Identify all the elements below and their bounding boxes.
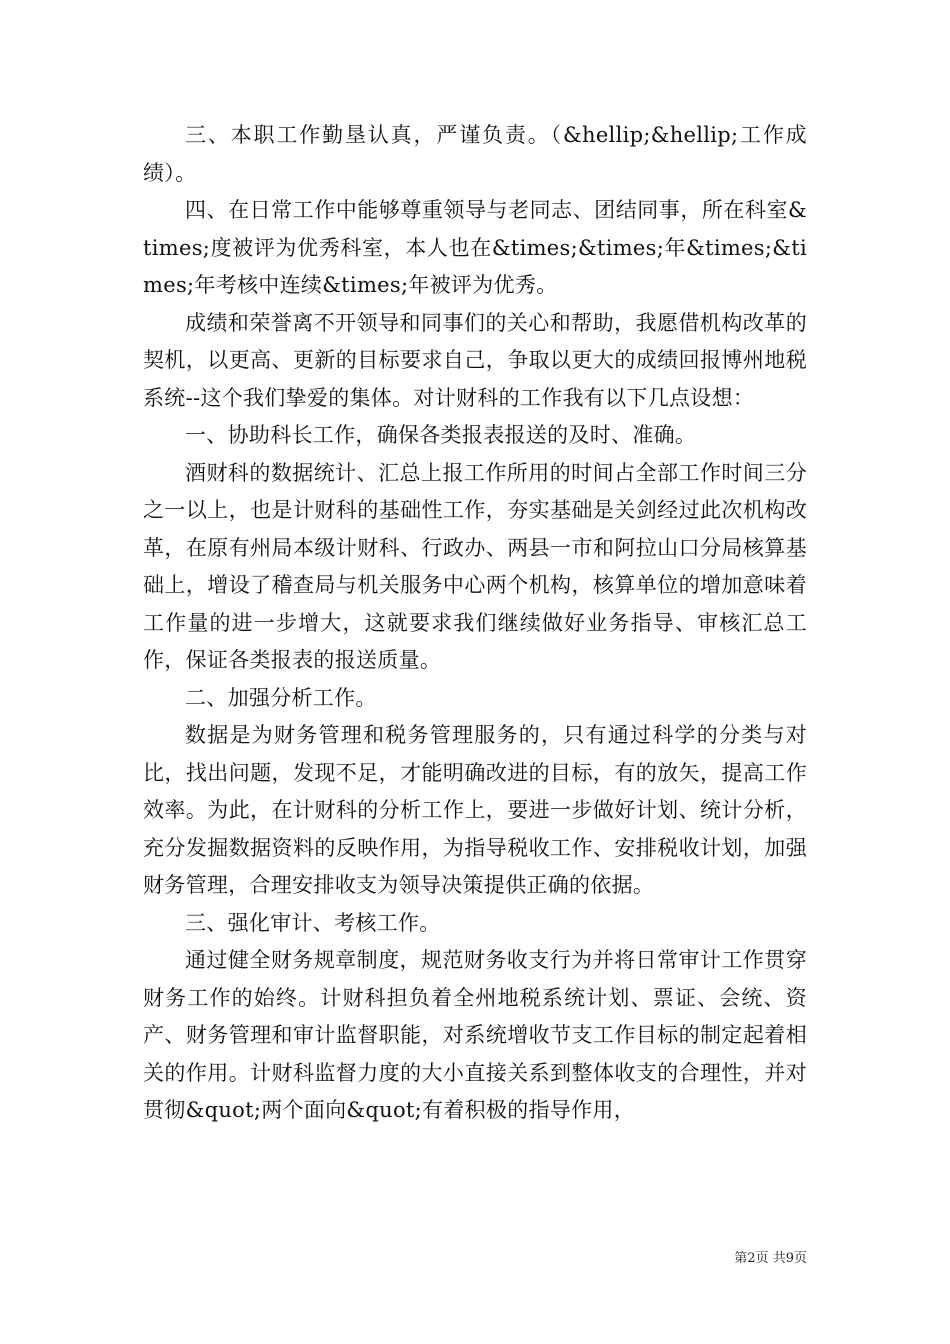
- paragraph-analysis-work: 数据是为财务管理和税务管理服务的，只有通过科学的分类与对比，找出问题，发现不足，才能明确改进的目标，有的放矢，提高工作效率。为此，在计财科的分析工作上，要进一步做好计划、统计分析，充分发掘数据资料的反映作用，为指导税收工作、安排税收计划，加强财务管理，合理安排收支为领导决策提供正确的依据。: [143, 723, 807, 897]
- document-body: [143, 117, 807, 1130]
- page-number-footer: [734, 1247, 807, 1266]
- page-prefix: 第: [734, 1251, 748, 1266]
- paragraph-reporting-work: 酒财科的数据统计、汇总上报工作所用的时间占全部工作时间三分之一以上，也是计财科的基础性工作，夯实基础是关剑经过此次机构改革，在原有州局本级计财科、行政办、两县一市和阿拉山口分局核算基础上，增设了稽查局与机关服务中心两个机构，核算单位的增加意味着工作量的进一步增大，这就要求我们继续做好业务指导、审核汇总工作，保证各类报表的报送质量。: [143, 460, 807, 672]
- page-current: 2: [747, 1251, 756, 1266]
- paragraph-plans-intro: 成绩和荣誉离不开领导和同事们的关心和帮助，我愿借机构改革的契机，以更高、更新的目标要求自己，争取以更大的成绩回报博州地税系统--这个我们挚爱的集体。对计财科的工作我有以下几点设想：: [143, 310, 807, 410]
- paragraph-work-attitude: 三、本职工作勤垦认真，严谨负责。（&hellip;&hellip;工作成绩）。: [143, 123, 807, 185]
- heading-strengthen-analysis: 二、加强分析工作。: [185, 685, 377, 710]
- heading-assist-section-chief: 一、协助科长工作，确保各类报表报送的及时、准确。: [185, 423, 697, 447]
- paragraph-audit-work: 通过健全财务规章制度，规范财务收支行为并将日常审计工作贯穿财务工作的始终。计财科担负着全州地税系统计划、票证、会统、资产、财务管理和审计监督职能，对系统增收节支工作目标的制定起着相关的作用。计财科监督力度的大小直接关系到整体收支的合理性，并对贯彻&quot;两个面向&quot;有着积极的指导作用，: [143, 948, 807, 1122]
- page-mid: 页 共: [755, 1251, 786, 1266]
- paragraph-teamwork-honors: 四、在日常工作中能够尊重领导与老同志、团结同事，所在科室&times;度被评为优秀科室，本人也在&times;&times;年&times;&times;年考核中连续&times;年被评为优秀。: [143, 198, 807, 297]
- heading-strengthen-audit: 三、强化审计、考核工作。: [185, 910, 441, 935]
- page-suffix: 页: [793, 1251, 807, 1266]
- page-total: 9: [785, 1251, 794, 1266]
